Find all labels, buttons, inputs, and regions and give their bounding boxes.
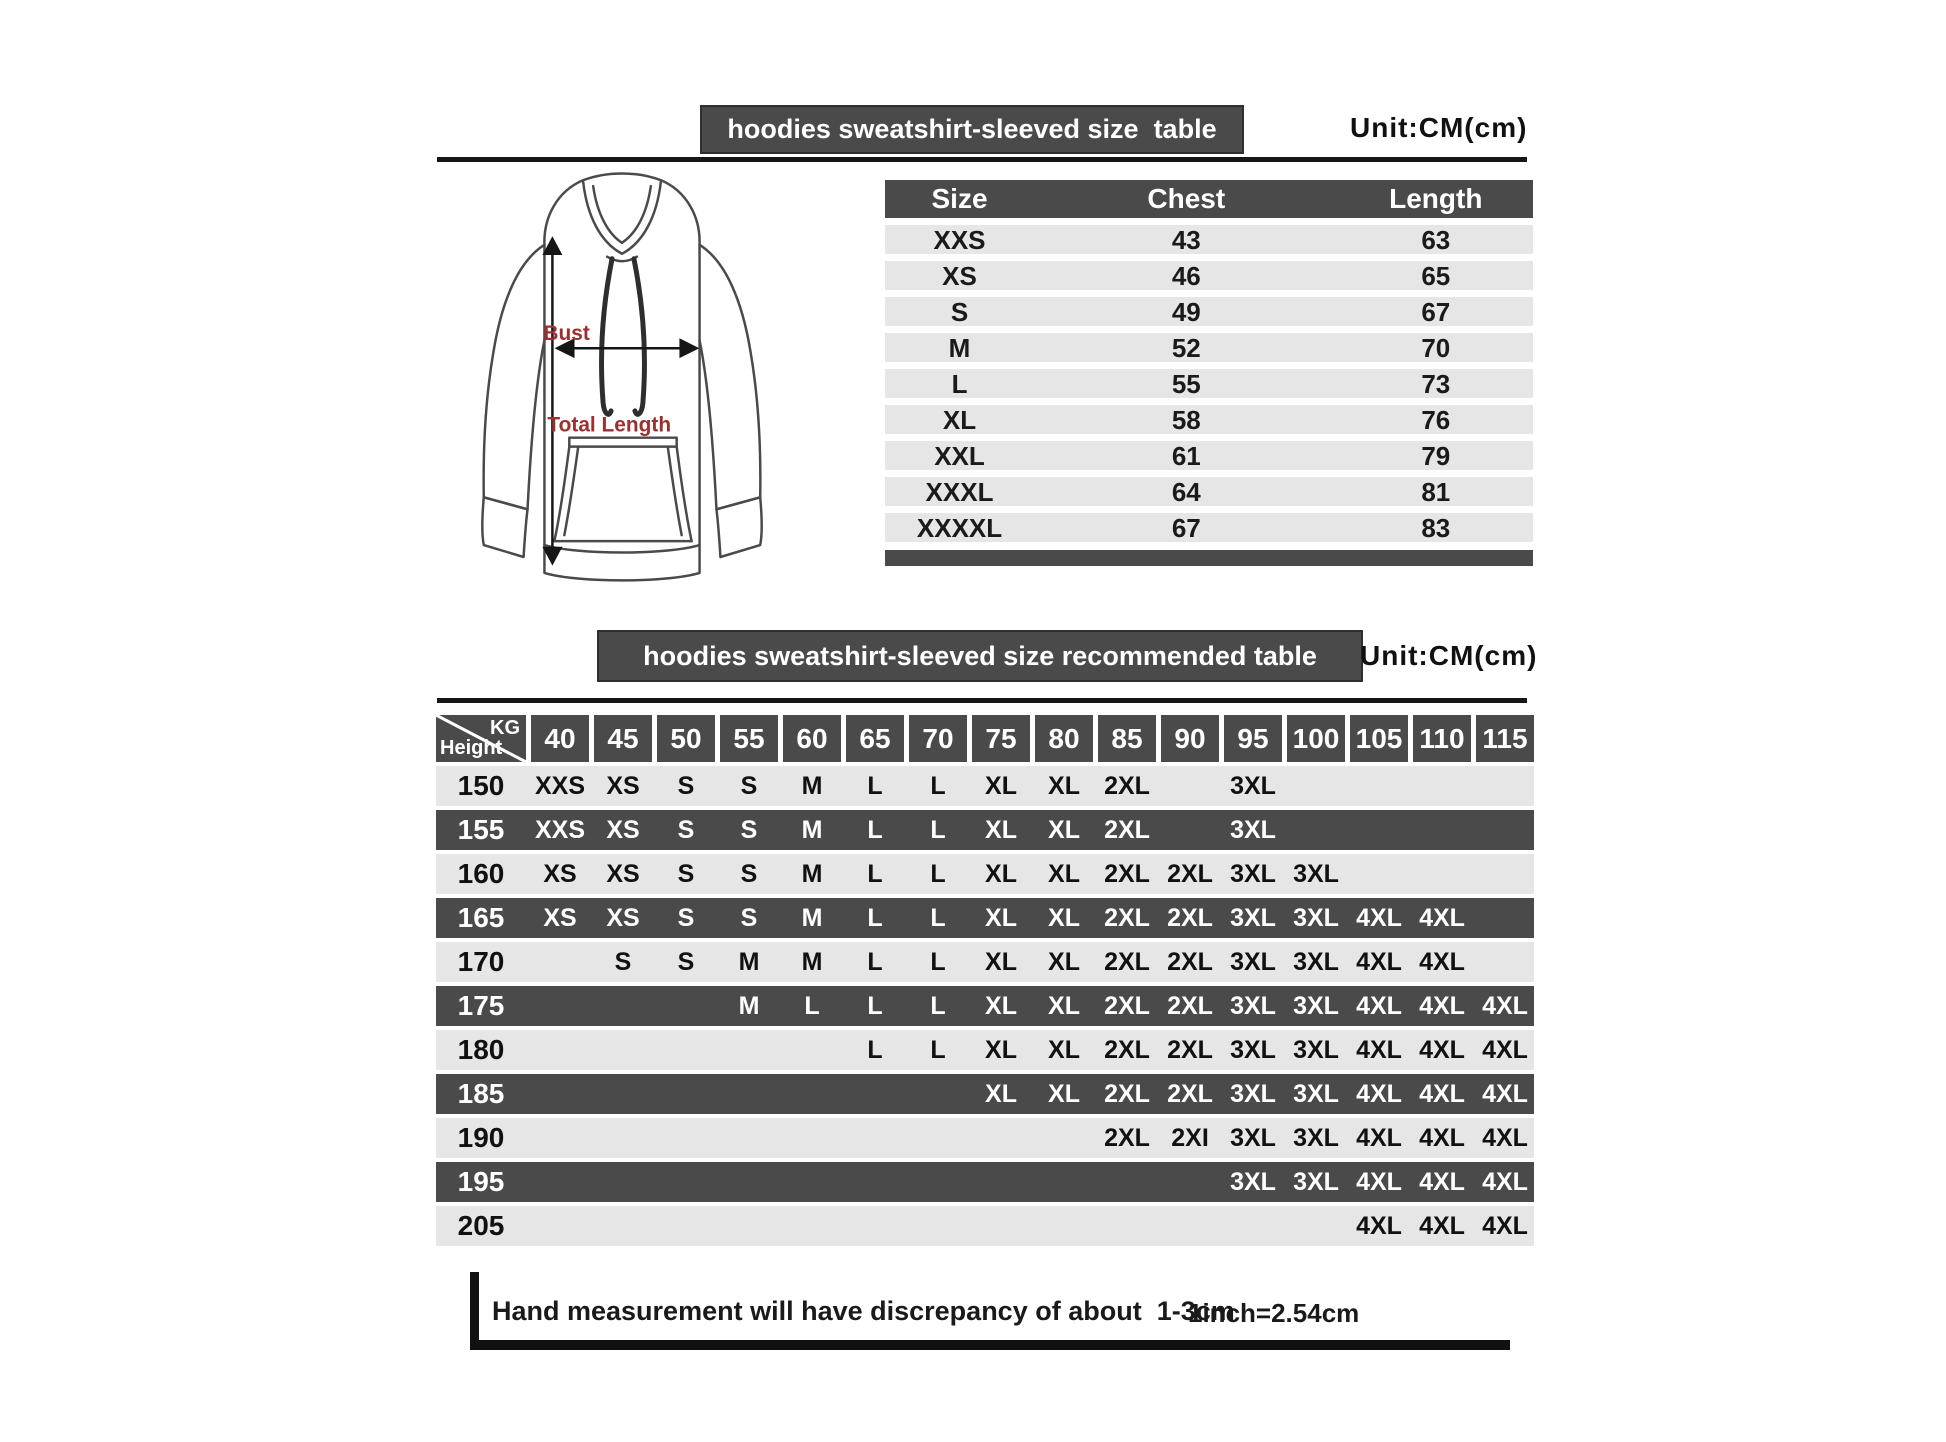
recommended-size-cell: 2XL <box>1104 1123 1150 1152</box>
hem-band <box>544 545 699 580</box>
size-table-cell-chest: 49 <box>1171 297 1201 327</box>
recommended-table-row <box>436 898 1534 938</box>
height-row-label: 155 <box>457 814 505 845</box>
weight-column-header-label: 65 <box>859 722 891 754</box>
recommended-size-cell: 4XL <box>1419 903 1465 932</box>
recommended-size-cell: L <box>867 903 883 932</box>
recommended-size-cell: S <box>677 903 695 932</box>
recommended-size-cell: S <box>677 815 695 844</box>
recommended-table-row <box>436 1074 1534 1114</box>
recommended-size-cell: XL <box>1048 947 1080 976</box>
weight-column-header-label: 45 <box>607 722 639 754</box>
weight-column-header-label: 100 <box>1292 722 1340 754</box>
weight-column-header-label: 75 <box>985 722 1017 754</box>
height-row-label: 185 <box>457 1078 505 1109</box>
recommended-size-cell: 3XL <box>1293 1167 1339 1196</box>
size-table-row <box>885 513 1533 542</box>
recommended-size-cell: S <box>677 771 695 800</box>
recommended-size-cell: XL <box>985 991 1017 1020</box>
size-table-cell-size: XS <box>942 261 977 291</box>
middle-divider <box>437 698 1527 703</box>
recommended-size-cell: 3XL <box>1230 1035 1276 1064</box>
recommended-size-cell: 3XL <box>1230 947 1276 976</box>
height-row-label: 195 <box>457 1166 505 1197</box>
recommended-size-cell: 3XL <box>1293 1123 1339 1152</box>
recommended-size-cell: XL <box>985 1035 1017 1064</box>
recommended-size-cell: L <box>930 903 946 932</box>
size-table-cell-length: 70 <box>1421 333 1451 363</box>
recommended-size-cell: XS <box>606 903 640 932</box>
footer-conversion: 1inch=2.54cm <box>1188 1298 1360 1328</box>
recommended-size-cell: 2XL <box>1167 991 1213 1020</box>
pocket-top-band <box>569 438 676 447</box>
weight-column-header <box>1098 715 1156 762</box>
total-length-arrowhead-bottom <box>544 548 560 563</box>
recommended-size-cell: S <box>740 903 758 932</box>
height-row-label: 150 <box>457 770 505 801</box>
recommended-size-cell: M <box>801 947 823 976</box>
drawstring-right <box>634 259 644 415</box>
recommended-table-title-text: hoodies sweatshirt-sleeved size recommended table <box>643 640 1317 671</box>
recommended-size-cell: 3XL <box>1293 1079 1339 1108</box>
recommended-size-cell: S <box>740 771 758 800</box>
size-table-cell-size: XL <box>942 405 977 435</box>
recommended-size-cell: 2XL <box>1167 1035 1213 1064</box>
recommended-size-cell: XL <box>985 947 1017 976</box>
weight-column-header <box>531 715 589 762</box>
footer-underline-bar <box>470 1340 1510 1350</box>
weight-column-header <box>783 715 841 762</box>
weight-column-header-label: 70 <box>922 722 954 754</box>
recommended-size-cell: 2XL <box>1167 947 1213 976</box>
recommended-size-cell: XS <box>606 815 640 844</box>
weight-column-header <box>1287 715 1345 762</box>
recommended-size-cell: 2XL <box>1167 859 1213 888</box>
size-table-title <box>700 105 1244 154</box>
recommended-size-cell: 4XL <box>1356 1167 1402 1196</box>
weight-column-header-label: 60 <box>796 722 828 754</box>
recommended-size-cell: L <box>804 991 820 1020</box>
recommended-size-cell: 3XL <box>1230 991 1276 1020</box>
recommended-size-cell: XL <box>985 815 1017 844</box>
size-table-cell-chest: 43 <box>1171 225 1201 255</box>
recommended-size-cell: XL <box>985 771 1017 800</box>
recommended-size-cell: 3XL <box>1293 991 1339 1020</box>
size-table-bottom-bar <box>885 550 1533 566</box>
height-row-label: 180 <box>457 1034 505 1065</box>
recommended-table-header-row <box>436 715 1534 762</box>
recommended-table-unit: Unit:CM(cm) <box>1360 640 1538 671</box>
weight-column-header <box>1161 715 1219 762</box>
size-table-row <box>885 333 1533 362</box>
recommended-size-cell: L <box>867 991 883 1020</box>
recommended-size-cell: XL <box>1048 859 1080 888</box>
size-table-cell-length: 76 <box>1421 405 1451 435</box>
recommended-size-cell: S <box>677 859 695 888</box>
size-table-row <box>885 477 1533 506</box>
recommended-size-cell: 4XL <box>1419 947 1465 976</box>
recommended-size-cell: 4XL <box>1482 1123 1528 1152</box>
recommended-table-row <box>436 986 1534 1026</box>
height-row-label: 170 <box>457 946 505 977</box>
size-table-cell-chest: 67 <box>1171 513 1201 543</box>
recommended-size-cell: 3XL <box>1230 815 1276 844</box>
corner-kg-label: KG <box>490 717 520 739</box>
recommended-size-cell: 3XL <box>1293 947 1339 976</box>
weight-column-header-label: 105 <box>1355 722 1403 754</box>
size-column-header: Size <box>931 183 988 214</box>
size-table-cell-chest: 61 <box>1171 441 1201 471</box>
recommended-size-cell: L <box>867 815 883 844</box>
size-table-cell-length: 67 <box>1421 297 1451 327</box>
recommended-size-cell: 4XL <box>1356 1079 1402 1108</box>
size-table-cell-chest: 58 <box>1171 405 1201 435</box>
recommended-size-cell: 2XL <box>1167 1079 1213 1108</box>
corner-height-label: Height <box>440 737 503 759</box>
recommended-size-cell: 3XL <box>1230 1079 1276 1108</box>
bust-label: Bust <box>543 322 590 346</box>
size-table-cell-chest: 55 <box>1171 369 1201 399</box>
recommended-size-cell: XS <box>543 903 577 932</box>
size-table-row <box>885 441 1533 470</box>
weight-column-header-label: 80 <box>1048 722 1080 754</box>
size-table-cell-size: XXL <box>934 441 985 471</box>
recommended-table-row <box>436 854 1534 894</box>
size-table-row <box>885 369 1533 398</box>
size-table-unit: Unit:CM(cm) <box>1350 112 1528 143</box>
recommended-size-cell: L <box>930 859 946 888</box>
size-table-header-row <box>885 180 1533 218</box>
recommended-size-cell: 3XL <box>1230 771 1276 800</box>
recommended-size-cell: 3XL <box>1230 859 1276 888</box>
recommended-size-cell: 4XL <box>1356 1211 1402 1240</box>
size-table-cell-chest: 64 <box>1171 477 1201 507</box>
weight-column-header <box>1350 715 1408 762</box>
recommended-size-cell: 4XL <box>1356 947 1402 976</box>
weight-column-header <box>594 715 652 762</box>
weight-column-header-label: 115 <box>1482 722 1528 754</box>
recommended-table-row <box>436 766 1534 806</box>
height-row-label: 160 <box>457 858 505 889</box>
left-sleeve <box>484 245 545 509</box>
recommended-size-cell: S <box>677 947 695 976</box>
footer-note: Hand measurement will have discrepancy of about 1-3cm <box>492 1296 1235 1326</box>
recommended-size-cell: S <box>740 859 758 888</box>
recommended-size-cell: 4XL <box>1482 1035 1528 1064</box>
height-row-label: 165 <box>457 902 505 933</box>
recommended-size-cell: 2XL <box>1104 815 1150 844</box>
recommended-size-cell: XL <box>985 903 1017 932</box>
recommended-size-cell: 4XL <box>1356 991 1402 1020</box>
weight-column-header <box>846 715 904 762</box>
recommended-size-cell: XL <box>1048 1079 1080 1108</box>
recommended-size-cell: L <box>867 859 883 888</box>
size-table-cell-length: 65 <box>1421 261 1451 291</box>
top-divider <box>437 157 1527 162</box>
recommended-size-cell: S <box>614 947 632 976</box>
size-table-row <box>885 261 1533 290</box>
weight-column-header-label: 90 <box>1174 722 1206 754</box>
recommended-size-cell: L <box>930 815 946 844</box>
recommended-size-cell: 4XL <box>1482 1211 1528 1240</box>
length-column-header: Length <box>1389 183 1483 214</box>
weight-column-header <box>720 715 778 762</box>
recommended-size-cell: 4XL <box>1482 1079 1528 1108</box>
recommended-size-cell: L <box>930 771 946 800</box>
size-table-cell-size: M <box>948 333 971 363</box>
bust-arrowhead-right <box>681 340 697 356</box>
recommended-size-cell: 4XL <box>1419 1035 1465 1064</box>
recommended-size-cell: XL <box>1048 1035 1080 1064</box>
size-table-cell-length: 73 <box>1421 369 1451 399</box>
size-table-cell-length: 83 <box>1421 513 1451 543</box>
recommended-size-cell: M <box>801 859 823 888</box>
drawstring-left <box>602 259 612 415</box>
recommended-size-cell: XS <box>606 771 640 800</box>
kg-height-corner-cell <box>436 715 526 762</box>
left-cuff <box>482 497 527 557</box>
recommended-size-cell: L <box>867 771 883 800</box>
recommended-table-row <box>436 1118 1534 1158</box>
recommended-size-cell: S <box>740 815 758 844</box>
footer-left-bar <box>470 1272 479 1344</box>
recommended-size-cell: M <box>738 947 760 976</box>
size-table-cell-length: 63 <box>1421 225 1451 255</box>
size-table-cell-size: L <box>951 369 968 399</box>
recommended-size-cell: L <box>930 947 946 976</box>
weight-column-header-label: 85 <box>1111 722 1143 754</box>
weight-column-header <box>909 715 967 762</box>
recommended-size-cell: 4XL <box>1482 1167 1528 1196</box>
recommended-table <box>436 715 1534 1250</box>
recommended-size-cell: XL <box>985 859 1017 888</box>
recommended-size-cell: L <box>867 947 883 976</box>
total-length-arrowhead-top <box>544 239 560 254</box>
recommended-size-cell: L <box>930 1035 946 1064</box>
hoodie-measurement-diagram <box>448 168 796 598</box>
recommended-size-cell: M <box>801 903 823 932</box>
recommended-size-cell: 2XI <box>1171 1123 1209 1152</box>
recommended-table-row <box>436 1030 1534 1070</box>
size-table-cell-length: 79 <box>1421 441 1451 471</box>
size-table-cell-size: XXS <box>933 225 986 255</box>
recommended-size-cell: 4XL <box>1482 991 1528 1020</box>
recommended-size-cell: 3XL <box>1230 1123 1276 1152</box>
height-row-label: 190 <box>457 1122 505 1153</box>
weight-column-header <box>1224 715 1282 762</box>
recommended-table-row <box>436 1162 1534 1202</box>
recommended-size-cell: 4XL <box>1419 1211 1465 1240</box>
weight-column-header <box>1476 715 1534 762</box>
recommended-size-cell: L <box>930 991 946 1020</box>
size-table-cell-size: XXXL <box>925 477 994 507</box>
weight-column-header <box>657 715 715 762</box>
weight-column-header-label: 95 <box>1237 722 1269 754</box>
size-table-row <box>885 297 1533 326</box>
recommended-size-cell: 4XL <box>1419 991 1465 1020</box>
size-table-cell-chest: 52 <box>1171 333 1201 363</box>
recommended-size-cell: M <box>801 771 823 800</box>
recommended-size-cell: XL <box>985 1079 1017 1108</box>
recommended-size-cell: 2XL <box>1104 1035 1150 1064</box>
recommended-size-cell: XL <box>1048 771 1080 800</box>
size-table-cell-length: 81 <box>1421 477 1451 507</box>
weight-column-header <box>1413 715 1471 762</box>
chest-column-header: Chest <box>1147 183 1226 214</box>
recommended-size-cell: XL <box>1048 815 1080 844</box>
recommended-size-cell: 3XL <box>1293 1035 1339 1064</box>
recommended-size-cell: XXS <box>534 815 586 844</box>
total-length-label: Total Length <box>547 413 672 437</box>
recommended-table-title <box>597 630 1363 682</box>
hood-outline <box>544 173 699 244</box>
recommended-size-cell: 2XL <box>1104 859 1150 888</box>
recommended-size-cell: M <box>801 815 823 844</box>
recommended-size-cell: 3XL <box>1293 859 1339 888</box>
recommended-size-cell: 2XL <box>1104 947 1150 976</box>
recommended-size-cell: 4XL <box>1356 903 1402 932</box>
size-table <box>885 180 1533 566</box>
recommended-size-cell: 3XL <box>1293 903 1339 932</box>
recommended-size-cell: 2XL <box>1104 991 1150 1020</box>
right-cuff <box>716 497 761 557</box>
recommended-table-row <box>436 1206 1534 1246</box>
right-sleeve <box>700 245 761 509</box>
weight-column-header-label: 40 <box>544 722 576 754</box>
recommended-size-cell: 4XL <box>1419 1123 1465 1152</box>
recommended-size-cell: 4XL <box>1419 1167 1465 1196</box>
recommended-size-cell: 3XL <box>1230 1167 1276 1196</box>
recommended-size-cell: 4XL <box>1356 1035 1402 1064</box>
weight-column-header <box>1035 715 1093 762</box>
recommended-size-cell: XL <box>1048 903 1080 932</box>
recommended-size-cell: 2XL <box>1104 771 1150 800</box>
recommended-table-row <box>436 810 1534 850</box>
recommended-size-cell: 4XL <box>1356 1123 1402 1152</box>
recommended-size-cell: 3XL <box>1230 903 1276 932</box>
recommended-size-cell: 4XL <box>1419 1079 1465 1108</box>
recommended-table-row <box>436 942 1534 982</box>
recommended-size-cell: M <box>738 991 760 1020</box>
size-table-cell-size: XXXXL <box>916 513 1003 543</box>
weight-column-header <box>972 715 1030 762</box>
recommended-size-cell: XS <box>606 859 640 888</box>
recommended-size-cell: L <box>867 1035 883 1064</box>
weight-column-header-label: 55 <box>733 722 765 754</box>
recommended-size-cell: 2XL <box>1104 1079 1150 1108</box>
size-table-cell-size: S <box>950 297 969 327</box>
recommended-size-cell: 2XL <box>1104 903 1150 932</box>
height-row-label: 205 <box>457 1210 505 1241</box>
size-table-row <box>885 225 1533 254</box>
size-table-title-text: hoodies sweatshirt-sleeved size table <box>727 114 1217 144</box>
recommended-size-cell: XL <box>1048 991 1080 1020</box>
recommended-size-cell: XS <box>543 859 577 888</box>
weight-column-header-label: 50 <box>670 722 702 754</box>
size-table-row <box>885 405 1533 434</box>
recommended-size-cell: XXS <box>534 771 586 800</box>
size-table-cell-chest: 46 <box>1171 261 1201 291</box>
recommended-size-cell: 2XL <box>1167 903 1213 932</box>
height-row-label: 175 <box>457 990 505 1021</box>
weight-column-header-label: 110 <box>1419 722 1465 754</box>
